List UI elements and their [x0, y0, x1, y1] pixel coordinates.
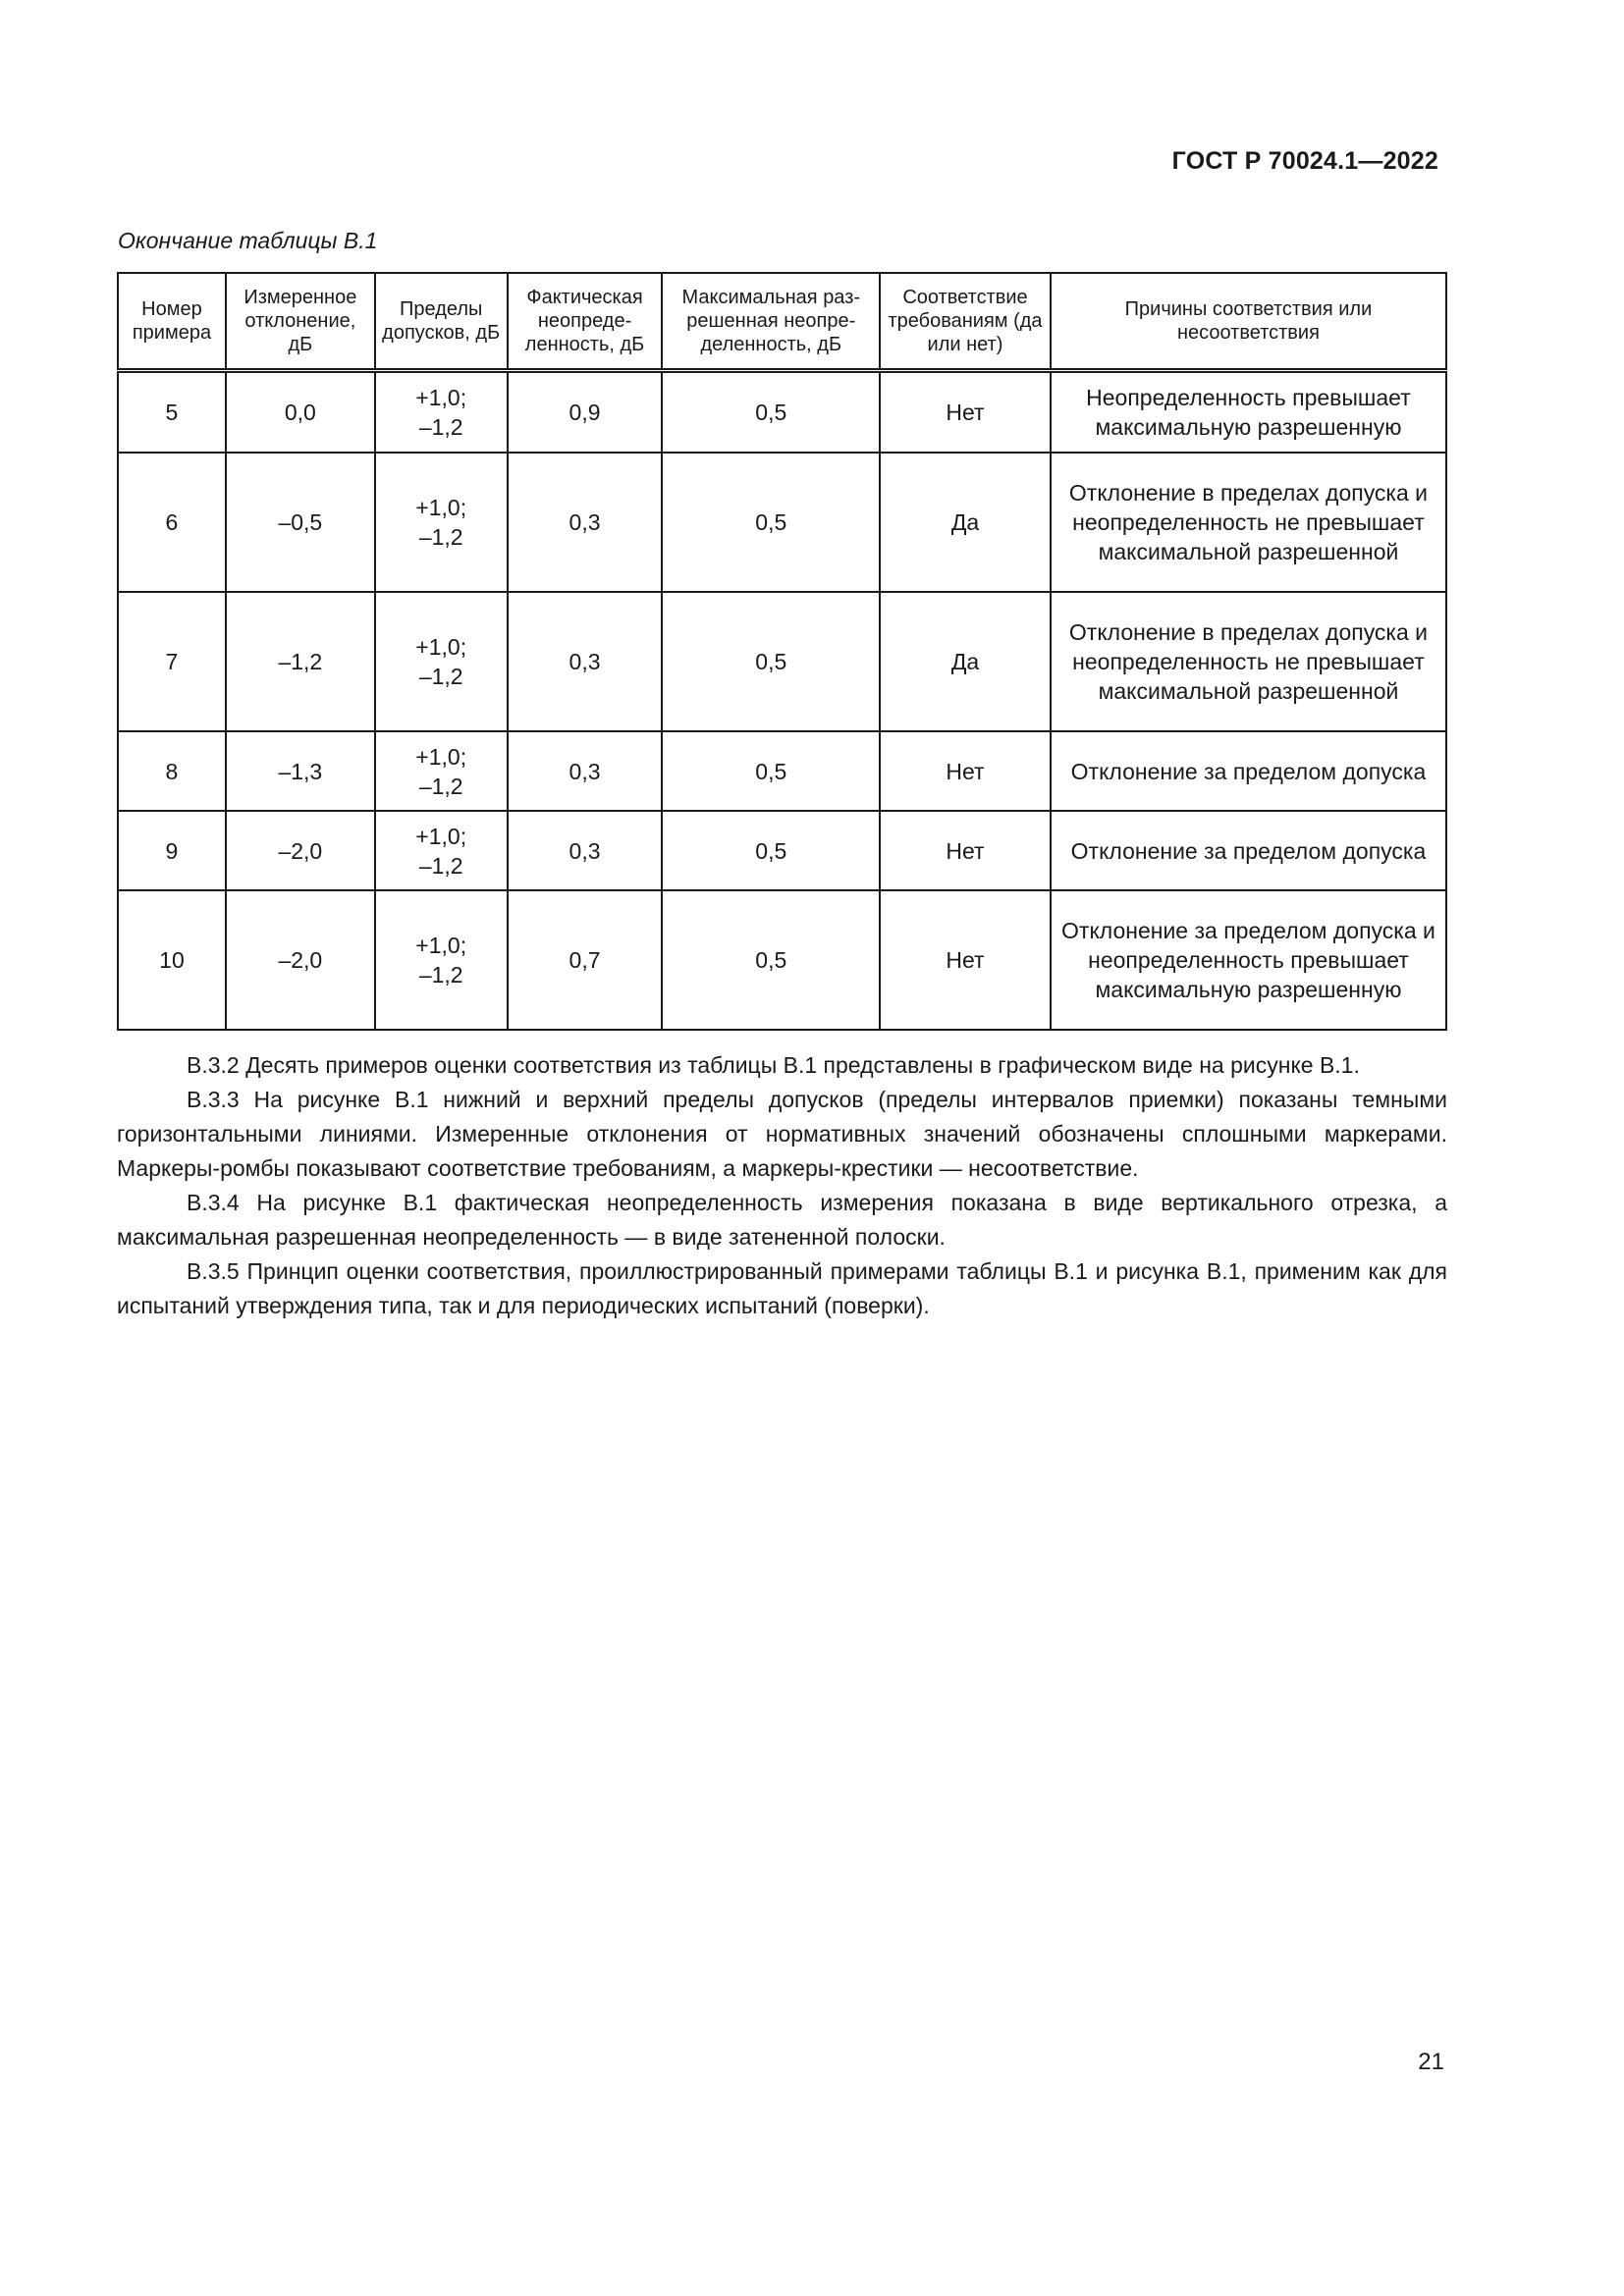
tolerance-upper: +1,0; — [415, 933, 467, 958]
tolerance-lower: –1,2 — [418, 664, 463, 689]
cell-reason: Отклонение за пределом допуска — [1051, 811, 1446, 890]
table-row — [118, 453, 1446, 592]
cell-number: 7 — [118, 592, 226, 731]
header-actual-uncertainty: Фактическая неопреде-ленность, дБ — [508, 273, 663, 371]
paragraph-b35: В.3.5 Принцип оценки соответствия, проиллюстрированный примерами таблицы В.1 и рисунка В.1, применим как для испытаний утверждения типа, так и для периодических испытаний (поверки). — [117, 1258, 1447, 1318]
tolerance-lower: –1,2 — [418, 524, 463, 550]
cell-tolerance — [375, 371, 508, 454]
tolerance-lower: –1,2 — [418, 773, 463, 799]
cell-number: 9 — [118, 811, 226, 890]
cell-max-uncertainty: 0,5 — [662, 592, 880, 731]
cell-tolerance — [375, 731, 508, 811]
cell-max-uncertainty: 0,5 — [662, 890, 880, 1030]
cell-number: 5 — [118, 371, 226, 454]
cell-deviation: –2,0 — [226, 811, 375, 890]
cell-reason: Отклонение в пределах допуска и неопределенность не превышает максимальной разрешенной — [1051, 592, 1446, 731]
compliance-table — [117, 272, 1447, 1031]
cell-number: 10 — [118, 890, 226, 1030]
table-header-row — [118, 273, 1446, 371]
cell-reason: Отклонение за пределом допуска и неопределенность превышает максимальную разрешенную — [1051, 890, 1446, 1030]
cell-tolerance — [375, 453, 508, 592]
cell-reason: Отклонение за пределом допуска — [1051, 731, 1446, 811]
cell-deviation: –1,3 — [226, 731, 375, 811]
table-row — [118, 731, 1446, 811]
cell-max-uncertainty: 0,5 — [662, 371, 880, 454]
cell-conformity: Да — [880, 592, 1051, 731]
tolerance-lower: –1,2 — [418, 414, 463, 440]
cell-conformity: Да — [880, 453, 1051, 592]
tolerance-upper: +1,0; — [415, 385, 467, 410]
cell-conformity: Нет — [880, 371, 1051, 454]
table-row — [118, 371, 1446, 454]
tolerance-lower: –1,2 — [418, 852, 463, 879]
paragraph-b32: В.3.2 Десять примеров оценки соответствия из таблицы В.1 представлены в графическом виде на рисунке В.1. — [187, 1052, 1360, 1078]
cell-tolerance — [375, 890, 508, 1030]
header-reason: Причины соответствия или несоответствия — [1051, 273, 1446, 371]
cell-actual-uncertainty: 0,3 — [508, 731, 663, 811]
header-tolerance: Пределы допусков, дБ — [375, 273, 508, 371]
table-caption: Окончание таблицы В.1 — [118, 228, 378, 253]
cell-conformity: Нет — [880, 890, 1051, 1030]
cell-conformity: Нет — [880, 811, 1051, 890]
header-max-uncertainty: Максимальная раз-решенная неопре-деленность, дБ — [662, 273, 880, 371]
document-header: ГОСТ Р 70024.1—2022 — [1171, 147, 1438, 175]
body-text — [117, 1048, 1447, 1323]
header-deviation: Измеренное отклонение, дБ — [226, 273, 375, 371]
table-row — [118, 811, 1446, 890]
cell-number: 6 — [118, 453, 226, 592]
cell-actual-uncertainty: 0,3 — [508, 453, 663, 592]
tolerance-lower: –1,2 — [418, 962, 463, 988]
cell-deviation: –0,5 — [226, 453, 375, 592]
cell-actual-uncertainty: 0,7 — [508, 890, 663, 1030]
cell-max-uncertainty: 0,5 — [662, 731, 880, 811]
paragraph-b34: В.3.4 На рисунке В.1 фактическая неопределенность измерения показана в виде вертикального отрезка, а максимальная разрешенная неопределенность — в виде затененной полоски. — [117, 1190, 1447, 1250]
cell-reason: Отклонение в пределах допуска и неопределенность не превышает максимальной разрешенной — [1051, 453, 1446, 592]
cell-tolerance — [375, 592, 508, 731]
tolerance-upper: +1,0; — [415, 743, 467, 770]
tolerance-upper: +1,0; — [415, 823, 467, 849]
table-row — [118, 592, 1446, 731]
cell-actual-uncertainty: 0,3 — [508, 811, 663, 890]
paragraph-b33: В.3.3 На рисунке В.1 нижний и верхний пределы допусков (пределы интервалов приемки) показаны темными горизонтальными линиями. Измеренные отклонения от нормативных значений обозначены сплошными маркерами. Маркеры-ромбы показывают соответствие требованиям, а маркеры-крестики — несоответствие. — [117, 1087, 1447, 1181]
cell-max-uncertainty: 0,5 — [662, 811, 880, 890]
cell-actual-uncertainty: 0,3 — [508, 592, 663, 731]
cell-deviation: 0,0 — [226, 371, 375, 454]
cell-deviation: –1,2 — [226, 592, 375, 731]
header-conformity: Соответствие требованиям (да или нет) — [880, 273, 1051, 371]
tolerance-upper: +1,0; — [415, 495, 467, 520]
header-number: Номер примера — [118, 273, 226, 371]
tolerance-upper: +1,0; — [415, 634, 467, 660]
table-row — [118, 890, 1446, 1030]
cell-conformity: Нет — [880, 731, 1051, 811]
page-number: 21 — [1418, 2049, 1444, 2075]
cell-number: 8 — [118, 731, 226, 811]
cell-actual-uncertainty: 0,9 — [508, 371, 663, 454]
cell-tolerance — [375, 811, 508, 890]
cell-deviation: –2,0 — [226, 890, 375, 1030]
cell-reason: Неопределенность превышает максимальную разрешенную — [1051, 371, 1446, 454]
cell-max-uncertainty: 0,5 — [662, 453, 880, 592]
